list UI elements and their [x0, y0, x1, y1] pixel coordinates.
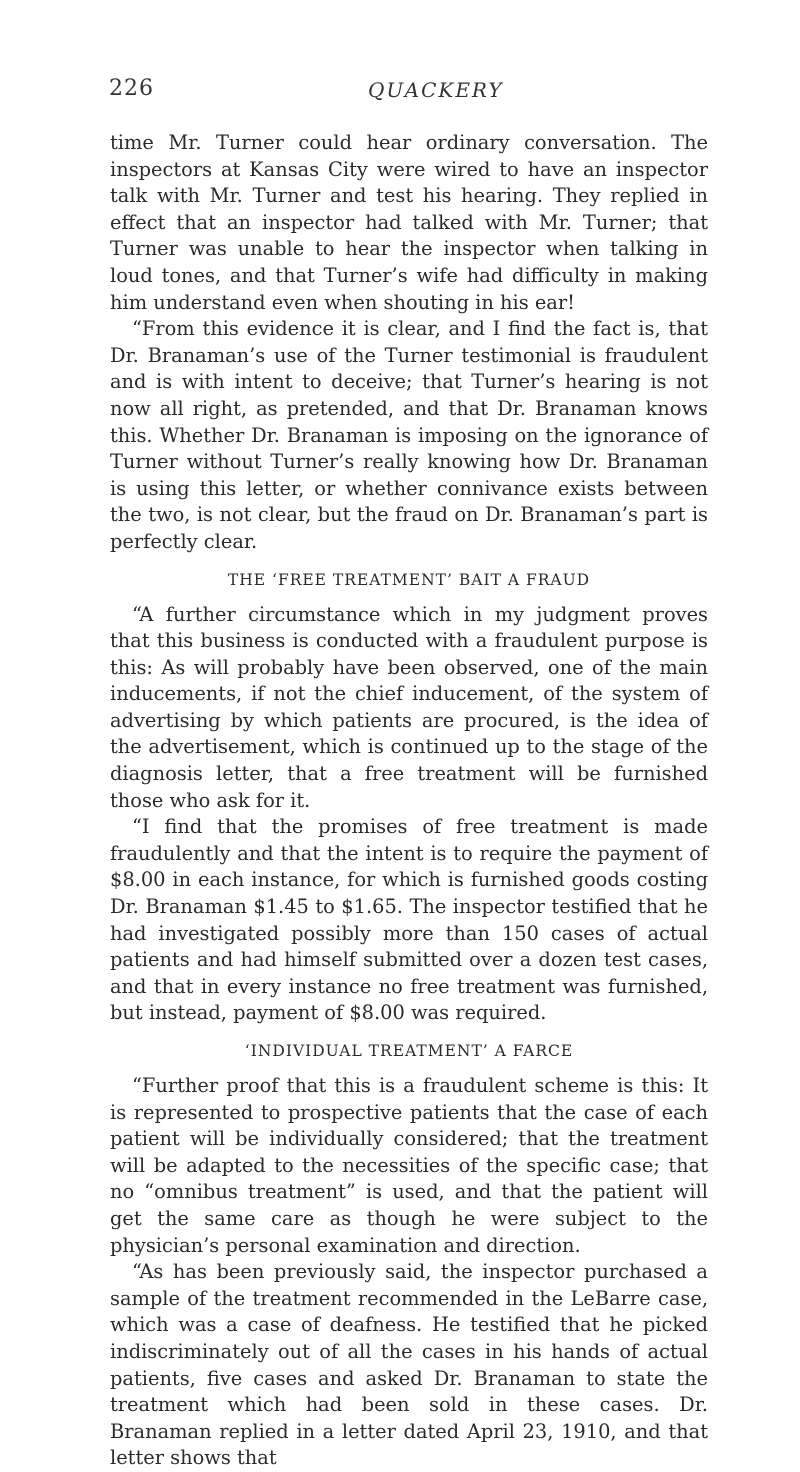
section-heading: THE ‘FREE TREATMENT’ BAIT A FRAUD: [227, 570, 591, 589]
paragraph: “I find that the promises of free treatment is made fraudulently and that the intent is to require the payment of $8.00 in each instance, for which is furnished goods costing Dr. Branaman $1.45 to $1.65. The inspector testified that he had investigated possibly more than 150 cases of actual patients and had himself submitted over a dozen test cases, and that in every instance no free treatment was furnished, but instead, payment of $8.00 was required.: [110, 815, 708, 1025]
section-heading: ‘INDIVIDUAL TREATMENT’ A FARCE: [244, 1042, 574, 1060]
running-head: QUACKERY: [368, 78, 504, 102]
page-number: 226: [109, 76, 154, 101]
paragraph: “Further proof that this is a fraudulent scheme is this: It is represented to prospective patients that the case of each patient will be individually considered; that the treatment will be adapted to the necessities of the specific case; that no “omnibus treatment” is used, and that the patient will get the same care as though he were subject to the physician’s personal examination and direction.: [110, 1074, 708, 1257]
paragraph: time Mr. Turner could hear ordinary conversation. The inspectors at Kansas City were wired to have an inspector talk with Mr. Turner and test his hearing. They replied in effect that an inspector had talked with Mr. Turner; that Turner was unable to hear the inspector when talking in loud tones, and that Turner’s wife had difficulty in making him understand even when shouting in his ear!: [110, 131, 708, 314]
paragraph: “A further circumstance which in my judgment proves that this business is conducted with a fraudulent purpose is this: As will probably have been observed, one of the main inducements, if not the chief inducement, of the system of advertising by which patients are procured, is the idea of the advertisement, which is continued up to the stage of the diagnosis letter, that a free treatment will be furnished those who ask for it.: [110, 602, 708, 812]
paragraph: “As has been previously said, the inspector purchased a sample of the treatment recommended in the LeBarre case, which was a case of deafness. He testified that he picked indiscriminately out of all the cases in his hands of actual patients, five cases and asked Dr. Branaman to state the treatment which had been sold in these cases. Dr. Branaman replied in a letter dated April 23, 1910, and that letter shows that: [110, 1260, 708, 1470]
page-body: [110, 130, 708, 1472]
paragraph: “From this evidence it is clear, and I find the fact is, that Dr. Branaman’s use of the Turner testimonial is fraudulent and is with intent to deceive; that Turner’s hearing is not now all right, as pretended, and that Dr. Branaman knows this. Whether Dr. Branaman is imposing on the ignorance of Turner without Turner’s really knowing how Dr. Branaman is using this letter, or whether connivance exists between the two, is not clear, but the fraud on Dr. Branaman’s part is perfectly clear.: [110, 317, 708, 553]
